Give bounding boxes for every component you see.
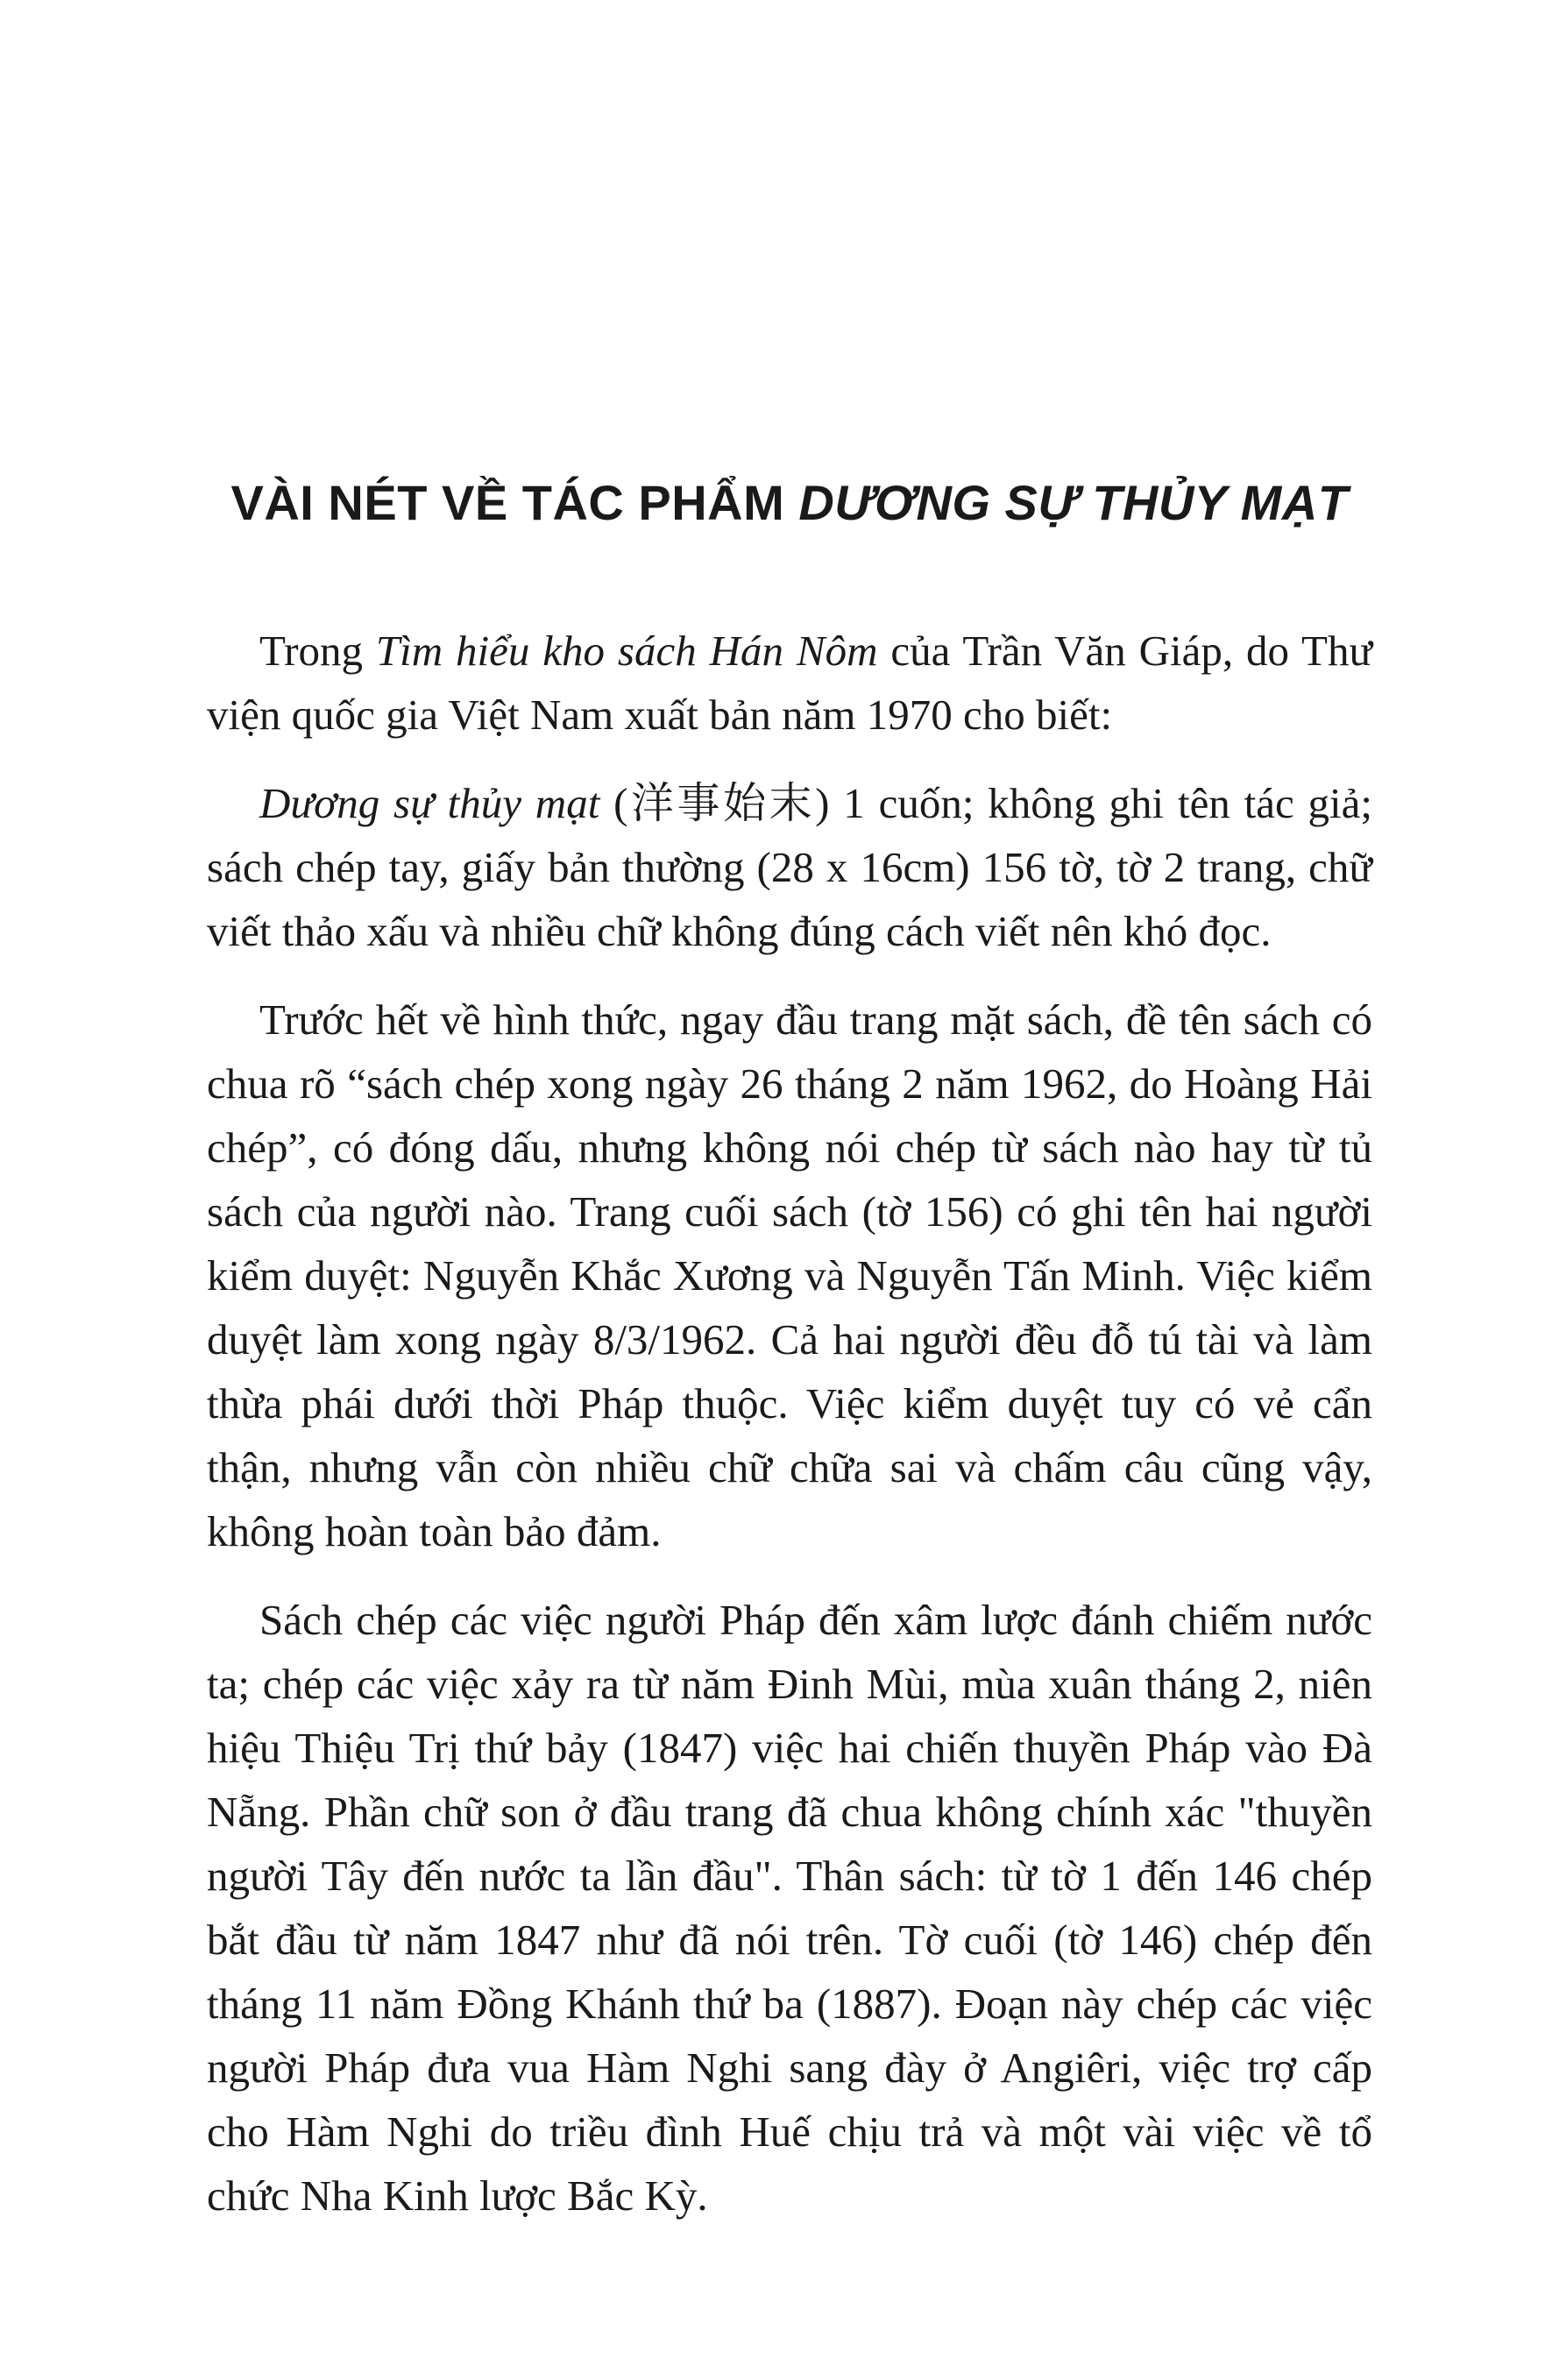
paragraph-content: Sách chép các việc người Pháp đến xâm lược đánh chiếm nước ta; chép các việc xảy ra từ năm Đinh Mùi, mùa xuân tháng 2, niên hiệu Thiệu Trị thứ bảy (1847) việc hai chiến thuyền Pháp vào Đà Nẵng. Phần chữ son ở đầu trang đã chua không chính xác "thuyền người Tây đến nước ta lần đầu". Thân sách: từ tờ 1 đến 146 chép bắt đầu từ năm 1847 như đã nói trên. Tờ cuối (tờ 146) chép đến tháng 11 năm Đồng Khánh thứ ba (1887). Đoạn này chép các việc người Pháp đưa vua Hàm Nghi sang đày ở Angiêri, việc trợ cấp cho Hàm Nghi do triều đình Huế chịu trả và một vài việc về tổ chức Nha Kinh lược Bắc Kỳ.: [207, 1596, 1372, 2220]
quote-book-title: Dương sự thủy mạt: [259, 779, 600, 827]
body-text: [207, 619, 1372, 2252]
title-prefix: VÀI NÉT VỀ TÁC PHẨM: [230, 475, 799, 530]
paragraph-quote: [207, 771, 1372, 963]
intro-text-c: của Trần Văn Giáp, do Thư viện quốc gia Việt Nam xuất bản năm 1970 cho biết:: [207, 627, 1372, 739]
intro-text-a: Trong: [259, 627, 376, 675]
book-page: [207, 0, 1372, 2380]
title-book-name: DƯƠNG SỰ THỦY MẠT: [798, 475, 1349, 530]
paragraph-form: Trước hết về hình thức, ngay đầu trang mặt sách, đề tên sách có chua rõ “sách chép xong ngày 26 tháng 2 năm 1962, do Hoàng Hải chép”, có đóng dấu, nhưng không nói chép từ sách nào hay từ tủ sách của người nào. Trang cuối sách (tờ 156) có ghi tên hai người kiểm duyệt: Nguyễn Khắc Xương và Nguyễn Tấn Minh. Việc kiểm duyệt làm xong ngày 8/3/1962. Cả hai người đều đỗ tú tài và làm thừa phái dưới thời Pháp thuộc. Việc kiểm duyệt tuy có vẻ cẩn thận, nhưng vẫn còn nhiều chữ chữa sai và chấm câu cũng vậy, không hoàn toàn bảo đảm.: [207, 995, 1372, 1555]
page-title: [207, 473, 1372, 532]
paragraph-intro: [207, 619, 1372, 747]
quote-text: (洋事始末) 1 cuốn; không ghi tên tác giả; sách chép tay, giấy bản thường (28 x 16cm) 156 tờ, tờ 2 trang, chữ viết thảo xấu và nhiều chữ không đúng cách viết nên khó đọc.: [207, 779, 1372, 955]
intro-book-title: Tìm hiểu kho sách Hán Nôm: [375, 627, 878, 675]
